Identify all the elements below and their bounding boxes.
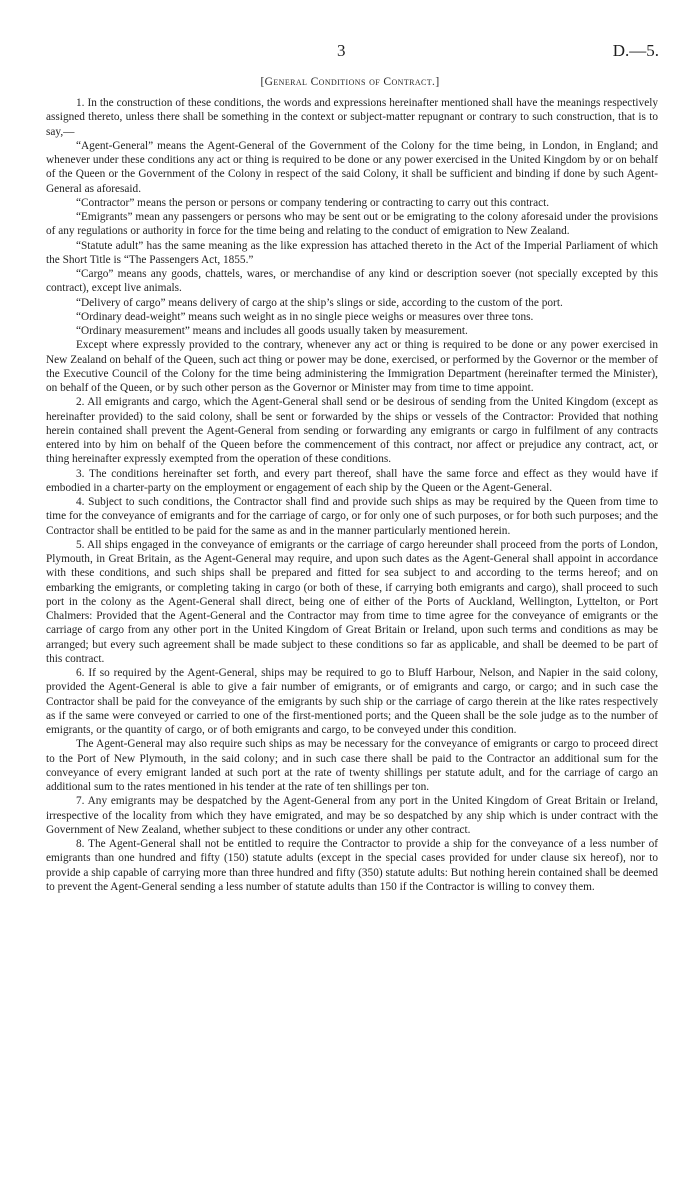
- paragraph-exceptions: Except where expressly provided to the contrary, whenever any act or thing is required to be done or any power exercised in New Zealand on behalf of the Queen, such act thing or power may be done, exercised, or performed by the Governor or the member of the Executive Council of the Colony for the time being administering the Immigration Department (hereinafter termed the Minister), on behalf of the Queen, or by such other person as the Governor or Minister may from time to time appoint.: [46, 339, 658, 394]
- paragraph-6: 6. If so required by the Agent-General, ships may be required to go to Bluff Harbour, Nelson, and Napier in the said colony, provided the Agent-General is able to give a fair number of emigrants, or of emigrants and cargo, or cargo; and in such case the Contractor shall be paid for the conveyance of the emigrants by such ship or the carriage of cargo therein at the like rates respectively as if the same were conveyed or carried to one of the first-mentioned ports; and the Queen shall be the sole judge as to the number of emigrants, or the quantity of cargo, or of both emigrants and cargo, to be conveyed under this condition.: [46, 667, 658, 736]
- definition-delivery-of-cargo: “Delivery of cargo” means delivery of cargo at the ship’s slings or side, according to the custom of the port.: [76, 296, 563, 309]
- definition-contractor: “Contractor” means the person or persons or company tendering or contracting to carry out this contract.: [76, 196, 550, 209]
- definition-ordinary-measurement: “Ordinary measurement” means and includes all goods usually taken by measurement.: [76, 325, 468, 337]
- section-heading: [General Conditions of Contract.]: [260, 76, 440, 88]
- definition-emigrants: “Emigrants” mean any passengers or persons who may be sent out or be emigrating to the colony aforesaid under the provisions of any regulations or authority in force for the time being and relating to the conduct of emigration to New Zealand.: [46, 211, 658, 238]
- paragraph-6-new-plymouth: The Agent-General may also require such ships as may be necessary for the conveyance of emigrants or cargo to proceed direct to the Port of New Plymouth, in the said colony; and in such case there shall be paid to the Contractor an additional sum for the conveyance of every emigrant landed at such port at the rate of twenty shillings per statute adult, and for the carriage of cargo an additional sum to the rates mentioned in his tender at the rate of ten shillings per ton.: [46, 738, 658, 793]
- document-body: [46, 96, 658, 894]
- paragraph-5: 5. All ships engaged in the conveyance of emigrants or the carriage of cargo hereunder shall proceed from the ports of London, Plymouth, in Great Britain, as the Agent-General may require, and upon such dates as the Agent-General shall appoint in accordance with these conditions, and such ships shall be prepared and fitted for sea subject to and according to the terms hereof; and on embarking the emigrants, or completing taking in cargo (or both of these, if carrying both emigrants and cargo), shall proceed to such port in the colony as the Agent-General shall direct, being one of either of the Ports of Auckland, Wellington, Lyttelton, or Port Chalmers: Provided that the Agent-General and the Contractor may from time to time agree for the conveyance of emigrants or the carriage of cargo from any other port in the United Kingdom of Great Britain or Ireland, upon such terms and conditions as may be arranged; but every such agreement shall be made subject to these conditions so far as applicable, and shall be deemed to be part of this contract.: [46, 538, 658, 665]
- definition-ordinary-dead-weight: “Ordinary dead-weight” means such weight as in no single piece weighs or measures over three tons.: [76, 310, 534, 323]
- definition-cargo: “Cargo” means any goods, chattels, wares, or merchandise of any kind or description soever (not specially excepted by this contract), except live animals.: [46, 268, 658, 295]
- page-number: 3: [337, 41, 346, 60]
- paragraph-7: 7. Any emigrants may be despatched by the Agent-General from any port in the United Kingdom of Great Britain or Ireland, irrespective of the locality from which they have emigrated, and may be so despatched by any ship which is under contract with the Government of New Zealand, whether subject to these conditions or under any other contract.: [46, 795, 658, 836]
- paragraph-2: 2. All emigrants and cargo, which the Agent-General shall send or be desirous of sending from the United Kingdom (except as hereinafter provided) to the said colony, shall be sent or forwarded by the ships or vessels of the Contractor: Provided that nothing herein contained shall prevent the Agent-General from sending or forwarding any emigrants or cargo in fulfilment of any contracts entered into by him on behalf of the Queen before the commencement of this contract, nor affect or prejudice any contract, act, or thing hereinafter expressly exempted from the operation of these conditions.: [46, 396, 658, 466]
- paragraph-1-construction: 1. In the construction of these conditions, the words and expressions hereinafter mentioned shall have the meanings respectively assigned thereto, unless there shall be something in the context or subject-matter repugnant or contrary to such construction, that is to say,—: [46, 97, 658, 138]
- definition-agent-general: “Agent-General” means the Agent-General of the Government of the Colony for the time being, in London, in England; and whenever under these conditions any act or thing is required to be done or any power exercised in the United Kingdom by or on behalf of the Queen or the Government of the Colony in respect of the said Colony, it shall be sufficient and binding if done by such Agent-General as aforesaid.: [46, 139, 658, 195]
- definition-statute-adult: “Statute adult” has the same meaning as the like expression has attached thereto in the Act of the Imperial Parliament of which the Short Title is “The Passengers Act, 1855.”: [46, 239, 658, 266]
- paragraph-8: 8. The Agent-General shall not be entitled to require the Contractor to provide a ship for the conveyance of a less number of emigrants than one hundred and fifty (150) statute adults (except in the special cases provided for under clause six hereof), nor to provide a ship capable of carrying more than three hundred and fifty (350) statute adults: But nothing herein contained shall be deemed to prevent the Agent-General sending a less number of statute adults than 150 if the Contractor is willing to convey them.: [46, 838, 658, 893]
- document-reference: D.—5.: [612, 41, 659, 60]
- paragraph-3: 3. The conditions hereinafter set forth, and every part thereof, shall have the same force and effect as they would have if embodied in a charter-party on the employment or engagement of each ship by the Queen or the Agent-General.: [46, 467, 658, 494]
- paragraph-4: 4. Subject to such conditions, the Contractor shall find and provide such ships as may be required by the Queen from time to time for the conveyance of emigrants and for the carriage of cargo, or for only one of such purposes, or for both such purposes; and the Contractor shall be entitled to be paid for the same as and in the manner particularly mentioned herein.: [46, 496, 658, 537]
